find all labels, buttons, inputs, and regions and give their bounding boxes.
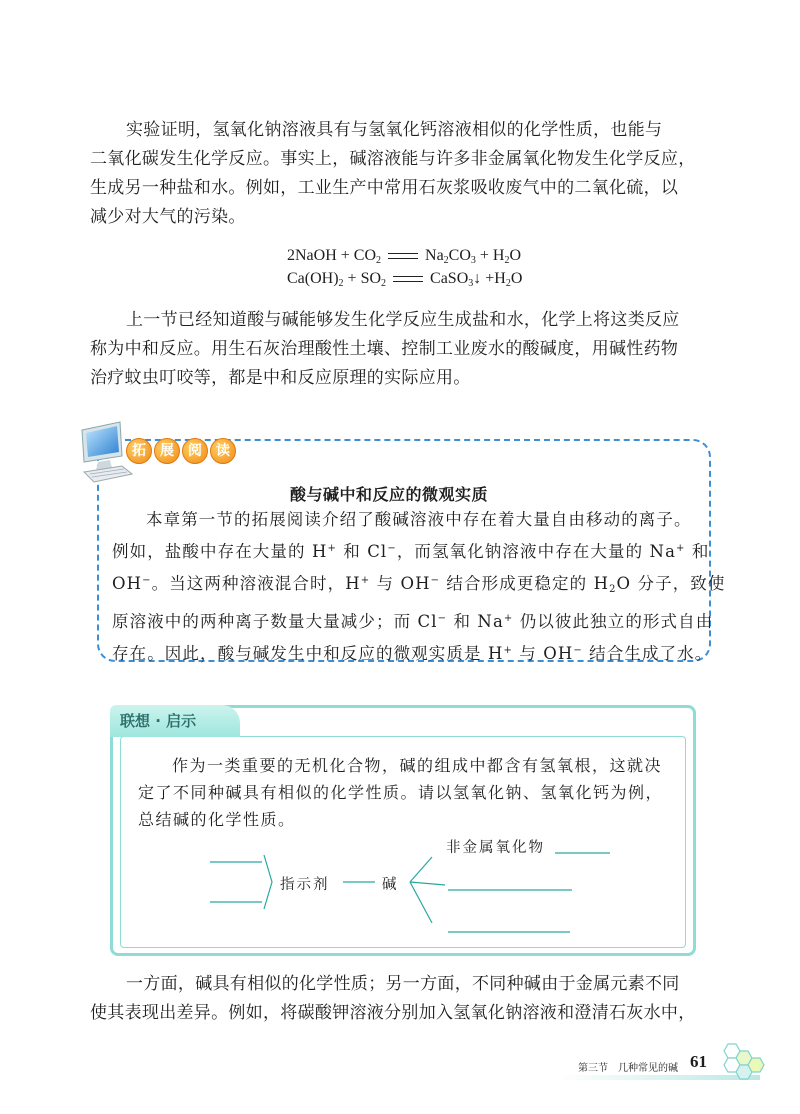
association-tab: 联想 · 启示 [110, 705, 240, 737]
association-body [138, 752, 678, 833]
diagram-indicator-label: 指示剂 [280, 877, 330, 893]
hexagon-decoration-icon [718, 1040, 768, 1090]
assoc-line: 总结碱的化学性质。 [138, 810, 296, 829]
footer-section-title: 第三节 几种常见的碱 [578, 1063, 678, 1074]
badge-char: 阅 [182, 438, 208, 464]
extended-reading-body [112, 505, 726, 668]
ext-line: OH−。当这两种溶液混合时，H+ 与 OH− 结合形成更稳定的 $H_2O$ 分子，致使 [112, 574, 726, 595]
neutralization-line: 称为中和反应。用生石灰治理酸性土壤、控制工业废水的酸碱度，用碱性药物 [90, 339, 679, 359]
page-number: 61 [690, 1052, 707, 1071]
right-fork-bottom [410, 882, 432, 923]
ext-line: 存在。因此，酸与碱发生中和反应的微观实质是 H+ 与 OH− 结合生成了水。 [112, 644, 713, 663]
reaction-equals-sign [388, 253, 418, 259]
ext-line: 本章第一节的拓展阅读介绍了酸碱溶液中存在着大量自由移动的离子。 [146, 510, 692, 529]
closing-paragraph [90, 970, 720, 1028]
closing-line: 使其表现出差异。例如，将碳酸钾溶液分别加入氢氧化钠溶液和澄清石灰水中， [90, 1003, 696, 1023]
assoc-line: 作为一类重要的无机化合物，碱的组成中都含有氢氧根，这就决 [172, 756, 663, 775]
extended-reading-title: 酸与碱中和反应的微观实质 [290, 485, 489, 504]
diagram-nonmetal-oxide-label: 非金属氧化物 [446, 840, 545, 856]
badge-char: 展 [154, 438, 180, 464]
intro-paragraph [90, 116, 720, 232]
neutralization-line: 治疗蚊虫叮咬等，都是中和反应原理的实际应用。 [90, 368, 471, 388]
neutralization-paragraph [90, 306, 720, 393]
badge-char: 读 [210, 438, 236, 464]
diagram-base-label: 碱 [382, 877, 399, 893]
right-fork-middle [410, 882, 445, 885]
ext-line: 例如，盐酸中存在大量的 H+ 和 Cl−，而氢氧化钠溶液中存在大量的 Na+ 和 [112, 542, 710, 561]
neutralization-line: 上一节已经知道酸与碱能够发生化学反应生成盐和水，化学上将这类反应 [126, 310, 680, 330]
left-brace [264, 855, 272, 909]
intro-line: 生成另一种盐和水。例如，工业生产中常用石灰浆吸收废气中的二氧化硫，以 [90, 178, 679, 198]
ext-line: 原溶液中的两种离子数量大量减少；而 Cl− 和 Na+ 仍以彼此独立的形式自由 [112, 612, 714, 631]
badge-char: 拓 [126, 438, 152, 464]
closing-line: 一方面，碱具有相似的化学性质；另一方面，不同种碱由于金属元素不同 [126, 974, 680, 994]
base-properties-diagram [200, 835, 620, 945]
intro-line: 二氧化碳发生化学反应。事实上，碱溶液能与许多非金属氧化物发生化学反应， [90, 149, 696, 169]
reaction-equals-sign [393, 276, 423, 282]
extended-reading-badge [126, 438, 236, 464]
intro-line: 减少对大气的污染。 [90, 207, 246, 227]
intro-line: 实验证明，氢氧化钠溶液具有与氢氧化钙溶液相似的化学性质，也能与 [126, 120, 663, 140]
equation-1: 2NaOH + $CO_2$ $Na_2CO_3 + H_2O$ [287, 247, 522, 266]
right-fork-top [410, 857, 432, 882]
assoc-line: 定了不同种碱具有相似的化学性质。请以氢氧化钠、氢氧化钙为例， [138, 783, 664, 802]
equation-2: $Ca(OH)_2 + SO_2$ CaSO$_3$↓ $+H_2O$ [287, 270, 523, 289]
